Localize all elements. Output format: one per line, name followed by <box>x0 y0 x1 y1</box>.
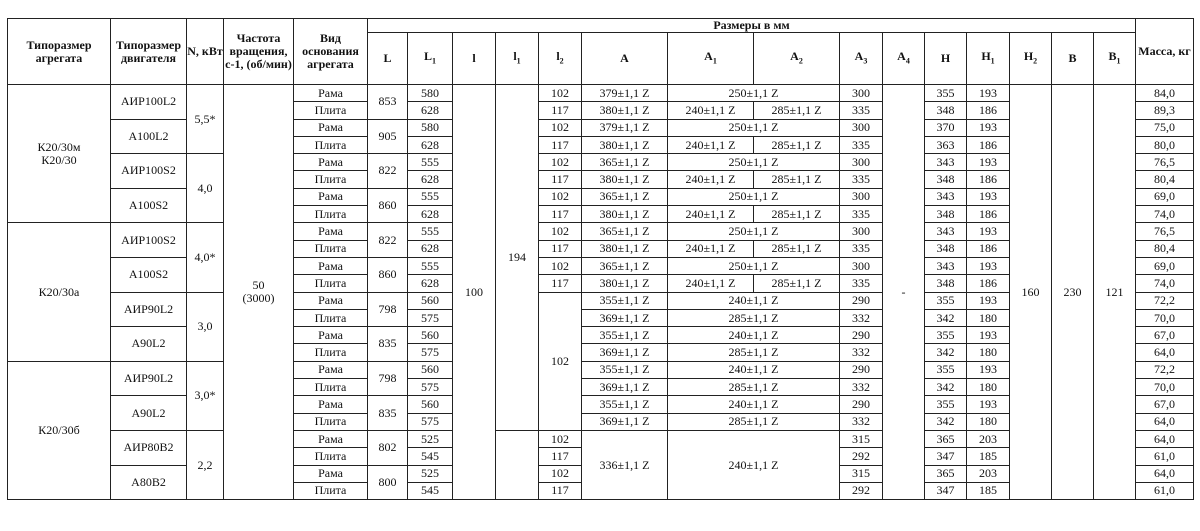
cell-mass: 76,5 <box>1136 223 1194 240</box>
cell-H: 355 <box>925 396 967 413</box>
cell-H1: 186 <box>967 136 1010 153</box>
cell-A1-A2: 285±1,1 Z <box>668 413 840 430</box>
cell-mass: 70,0 <box>1136 379 1194 396</box>
cell-base: Плита <box>294 482 368 499</box>
cell-H: 348 <box>925 240 967 257</box>
cell-H1: 186 <box>967 240 1010 257</box>
cell-A: 369±1,1 Z <box>582 309 668 326</box>
cell-A: 380±1,1 Z <box>582 206 668 223</box>
cell-aggregate: К20/30а <box>8 223 111 361</box>
cell-L: 860 <box>368 188 408 223</box>
cell-l2: 117 <box>539 102 582 119</box>
cell-H: 348 <box>925 171 967 188</box>
cell-mass: 74,0 <box>1136 275 1194 292</box>
cell-H: 342 <box>925 344 967 361</box>
cell-mass: 76,5 <box>1136 154 1194 171</box>
cell-power: 3,0 <box>187 292 224 361</box>
cell-A: 355±1,1 Z <box>582 292 668 309</box>
cell-l2: 117 <box>539 448 582 465</box>
cell-H1: 186 <box>967 275 1010 292</box>
cell-A3: 335 <box>840 102 883 119</box>
cell-L1: 580 <box>408 85 453 102</box>
cell-H1: 185 <box>967 448 1010 465</box>
cell-H1: 193 <box>967 85 1010 102</box>
cell-base: Плита <box>294 240 368 257</box>
cell-l2: 102 <box>539 223 582 240</box>
cell-H1: 186 <box>967 102 1010 119</box>
cell-L1: 560 <box>408 361 453 378</box>
cell-H1: 180 <box>967 379 1010 396</box>
cell-base: Рама <box>294 223 368 240</box>
cell-L1: 560 <box>408 327 453 344</box>
cell-H: 343 <box>925 223 967 240</box>
cell-l1-blank <box>496 430 539 499</box>
header-dim-l1: $L_1$ <box>408 33 453 85</box>
cell-A3: 300 <box>840 257 883 274</box>
cell-L1: 560 <box>408 292 453 309</box>
table-header <box>8 19 1194 85</box>
table-body <box>8 85 1194 500</box>
cell-base: Рама <box>294 119 368 136</box>
cell-A: 355±1,1 Z <box>582 396 668 413</box>
cell-motor: А100S2 <box>111 188 187 223</box>
cell-L1: 628 <box>408 275 453 292</box>
cell-base: Рама <box>294 154 368 171</box>
cell-A1-A2: 250±1,1 Z <box>668 119 840 136</box>
header-aggregate: Типоразмер агрегата <box>8 19 111 85</box>
cell-H: 348 <box>925 102 967 119</box>
cell-A: 380±1,1 Z <box>582 275 668 292</box>
cell-H1: 180 <box>967 309 1010 326</box>
header-frequency: Частота вращения, с-1, (об/мин) <box>224 19 294 85</box>
header-dim-h1: $H_1$ <box>967 33 1010 85</box>
cell-H1: 193 <box>967 119 1010 136</box>
cell-H: 343 <box>925 188 967 205</box>
cell-L1: 628 <box>408 136 453 153</box>
cell-A1-A2: 285±1,1 Z <box>668 344 840 361</box>
cell-base: Плита <box>294 309 368 326</box>
cell-A3: 315 <box>840 465 883 482</box>
cell-A: 379±1,1 Z <box>582 85 668 102</box>
cell-motor: АИР100L2 <box>111 85 187 120</box>
cell-base: Плита <box>294 206 368 223</box>
cell-base: Рама <box>294 396 368 413</box>
cell-base: Плита <box>294 275 368 292</box>
cell-A2: 285±1,1 Z <box>754 275 840 292</box>
cell-mass: 80,4 <box>1136 171 1194 188</box>
cell-l2: 117 <box>539 482 582 499</box>
cell-mass: 72,2 <box>1136 292 1194 309</box>
cell-mass: 61,0 <box>1136 482 1194 499</box>
cell-A2: 285±1,1 Z <box>754 171 840 188</box>
cell-mass: 67,0 <box>1136 327 1194 344</box>
cell-A: 380±1,1 Z <box>582 171 668 188</box>
cell-mass: 67,0 <box>1136 396 1194 413</box>
cell-motor: АИР90L2 <box>111 361 187 396</box>
cell-motor: АИР100S2 <box>111 223 187 258</box>
cell-A3: 290 <box>840 292 883 309</box>
cell-l2: 102 <box>539 430 582 447</box>
cell-A: 380±1,1 Z <box>582 240 668 257</box>
cell-l2: 117 <box>539 136 582 153</box>
cell-base: Рама <box>294 188 368 205</box>
cell-mass: 69,0 <box>1136 257 1194 274</box>
cell-A1-A2: 285±1,1 Z <box>668 309 840 326</box>
cell-mass: 70,0 <box>1136 309 1194 326</box>
cell-A3: 332 <box>840 309 883 326</box>
cell-l2: 102 <box>539 119 582 136</box>
cell-H1: 193 <box>967 327 1010 344</box>
cell-B1: 121 <box>1094 85 1136 500</box>
header-dim-l: L <box>368 33 408 85</box>
cell-A2: 285±1,1 Z <box>754 206 840 223</box>
cell-H1: 193 <box>967 154 1010 171</box>
cell-L: 853 <box>368 85 408 120</box>
cell-mass: 69,0 <box>1136 188 1194 205</box>
cell-base: Плита <box>294 448 368 465</box>
cell-A1: 240±1,1 Z <box>668 136 754 153</box>
cell-L: 798 <box>368 292 408 327</box>
header-base: Вид основания агрегата <box>294 19 368 85</box>
cell-H1: 193 <box>967 257 1010 274</box>
cell-motor: А100S2 <box>111 257 187 292</box>
header-dim-a4: $A_4$ <box>883 33 925 85</box>
cell-base: Рама <box>294 292 368 309</box>
cell-H1: 193 <box>967 361 1010 378</box>
cell-H: 355 <box>925 361 967 378</box>
cell-mass: 84,0 <box>1136 85 1194 102</box>
header-dim-b1: $B_1$ <box>1094 33 1136 85</box>
cell-L1: 555 <box>408 188 453 205</box>
header-mass: Масса, кг <box>1136 19 1194 85</box>
cell-base: Плита <box>294 413 368 430</box>
cell-L: 835 <box>368 396 408 431</box>
cell-A: 336±1,1 Z <box>582 430 668 499</box>
cell-H: 348 <box>925 206 967 223</box>
cell-L1: 555 <box>408 223 453 240</box>
cell-motor: АИР80В2 <box>111 430 187 465</box>
cell-H: 363 <box>925 136 967 153</box>
cell-A2: 285±1,1 Z <box>754 240 840 257</box>
cell-A3: 335 <box>840 206 883 223</box>
cell-A1-A2: 250±1,1 Z <box>668 154 840 171</box>
cell-A1-A2: 250±1,1 Z <box>668 223 840 240</box>
cell-A3: 335 <box>840 136 883 153</box>
cell-A3: 332 <box>840 344 883 361</box>
cell-H1: 186 <box>967 206 1010 223</box>
cell-H1: 185 <box>967 482 1010 499</box>
cell-H: 342 <box>925 379 967 396</box>
cell-mass: 61,0 <box>1136 448 1194 465</box>
cell-H1: 193 <box>967 188 1010 205</box>
cell-A3: 300 <box>840 223 883 240</box>
cell-A: 365±1,1 Z <box>582 223 668 240</box>
cell-A3: 300 <box>840 85 883 102</box>
cell-mass: 74,0 <box>1136 206 1194 223</box>
cell-A: 369±1,1 Z <box>582 344 668 361</box>
cell-l2: 102 <box>539 154 582 171</box>
cell-H: 370 <box>925 119 967 136</box>
header-dim-l2: $l_2$ <box>539 33 582 85</box>
cell-mass: 80,4 <box>1136 240 1194 257</box>
cell-B: 230 <box>1052 85 1094 500</box>
cell-A3: 292 <box>840 482 883 499</box>
cell-A1-A2: 240±1,1 Z <box>668 396 840 413</box>
cell-A1-A2: 250±1,1 Z <box>668 85 840 102</box>
cell-A: 365±1,1 Z <box>582 154 668 171</box>
cell-A: 380±1,1 Z <box>582 136 668 153</box>
header-dim-l1: $l_1$ <box>496 33 539 85</box>
cell-H1: 180 <box>967 344 1010 361</box>
cell-l2: 102 <box>539 85 582 102</box>
cell-A3: 290 <box>840 327 883 344</box>
cell-A1: 240±1,1 Z <box>668 102 754 119</box>
cell-aggregate: К20/30б <box>8 361 111 499</box>
cell-A: 355±1,1 Z <box>582 361 668 378</box>
cell-motor: АИР90L2 <box>111 292 187 327</box>
cell-base: Плита <box>294 136 368 153</box>
cell-L: 802 <box>368 430 408 465</box>
cell-A1-A2: 250±1,1 Z <box>668 257 840 274</box>
cell-A3: 290 <box>840 396 883 413</box>
cell-A3: 335 <box>840 275 883 292</box>
cell-A3: 332 <box>840 379 883 396</box>
cell-L1: 525 <box>408 430 453 447</box>
cell-A3: 335 <box>840 240 883 257</box>
cell-A3: 332 <box>840 413 883 430</box>
cell-H: 342 <box>925 309 967 326</box>
header-dim-a1: $A_1$ <box>668 33 754 85</box>
cell-L1: 525 <box>408 465 453 482</box>
cell-L1: 555 <box>408 154 453 171</box>
cell-L1: 575 <box>408 309 453 326</box>
cell-mass: 89,3 <box>1136 102 1194 119</box>
cell-mass: 64,0 <box>1136 430 1194 447</box>
cell-H1: 193 <box>967 292 1010 309</box>
cell-A4: - <box>883 85 925 500</box>
cell-L: 905 <box>368 119 408 154</box>
header-power: N, кВт <box>187 19 224 85</box>
cell-base: Рама <box>294 361 368 378</box>
cell-H: 342 <box>925 413 967 430</box>
cell-H1: 186 <box>967 171 1010 188</box>
cell-l2: 117 <box>539 240 582 257</box>
cell-A1: 240±1,1 Z <box>668 206 754 223</box>
cell-A: 365±1,1 Z <box>582 188 668 205</box>
cell-L1: 628 <box>408 240 453 257</box>
cell-H1: 203 <box>967 465 1010 482</box>
header-dim-h2: $H_2$ <box>1010 33 1052 85</box>
cell-A1: 240±1,1 Z <box>668 275 754 292</box>
cell-L: 860 <box>368 257 408 292</box>
cell-L1: 555 <box>408 257 453 274</box>
cell-A: 369±1,1 Z <box>582 413 668 430</box>
cell-L: 798 <box>368 361 408 396</box>
cell-H2: 160 <box>1010 85 1052 500</box>
cell-H: 343 <box>925 154 967 171</box>
cell-A1-A2: 240±1,1 Z <box>668 292 840 309</box>
cell-motor: А100L2 <box>111 119 187 154</box>
cell-A2: 285±1,1 Z <box>754 102 840 119</box>
cell-base: Рама <box>294 85 368 102</box>
header-dim-l: l <box>453 33 496 85</box>
header-dim-a2: $A_2$ <box>754 33 840 85</box>
cell-A: 380±1,1 Z <box>582 102 668 119</box>
cell-H1: 203 <box>967 430 1010 447</box>
cell-A: 379±1,1 Z <box>582 119 668 136</box>
cell-power: 5,5* <box>187 85 224 154</box>
cell-H: 348 <box>925 275 967 292</box>
cell-l2: 102 <box>539 292 582 430</box>
cell-base: Рама <box>294 257 368 274</box>
cell-H: 347 <box>925 448 967 465</box>
cell-aggregate: К20/30м К20/30 <box>8 85 111 223</box>
cell-A3: 300 <box>840 154 883 171</box>
header-motor: Типоразмер двигателя <box>111 19 187 85</box>
cell-mass: 75,0 <box>1136 119 1194 136</box>
cell-L1: 628 <box>408 171 453 188</box>
cell-l2: 117 <box>539 275 582 292</box>
cell-H: 355 <box>925 292 967 309</box>
cell-L1: 575 <box>408 344 453 361</box>
cell-H1: 193 <box>967 396 1010 413</box>
header-dimensions: Размеры в мм <box>368 19 1136 33</box>
cell-motor: А90L2 <box>111 327 187 362</box>
cell-motor: А80В2 <box>111 465 187 500</box>
cell-A2: 285±1,1 Z <box>754 136 840 153</box>
cell-l2: 102 <box>539 188 582 205</box>
cell-H: 347 <box>925 482 967 499</box>
cell-L1: 628 <box>408 102 453 119</box>
cell-L1: 560 <box>408 396 453 413</box>
cell-A3: 315 <box>840 430 883 447</box>
cell-l2: 102 <box>539 257 582 274</box>
cell-base: Рама <box>294 430 368 447</box>
cell-mass: 64,0 <box>1136 344 1194 361</box>
cell-H1: 180 <box>967 413 1010 430</box>
cell-motor: А90L2 <box>111 396 187 431</box>
cell-power: 4,0 <box>187 154 224 223</box>
cell-frequency: 50 (3000) <box>224 85 294 500</box>
cell-base: Плита <box>294 344 368 361</box>
cell-power: 2,2 <box>187 430 224 499</box>
cell-L1: 580 <box>408 119 453 136</box>
cell-L1: 575 <box>408 379 453 396</box>
cell-A1-A2: 240±1,1 Z <box>668 361 840 378</box>
cell-L: 835 <box>368 327 408 362</box>
cell-mass: 64,0 <box>1136 413 1194 430</box>
header-dim-a3: $A_3$ <box>840 33 883 85</box>
cell-mass: 72,2 <box>1136 361 1194 378</box>
cell-base: Рама <box>294 465 368 482</box>
cell-L1: 628 <box>408 206 453 223</box>
cell-mass: 64,0 <box>1136 465 1194 482</box>
cell-L: 800 <box>368 465 408 500</box>
cell-H: 365 <box>925 430 967 447</box>
header-dim-h: H <box>925 33 967 85</box>
cell-l1: 194 <box>496 85 539 431</box>
cell-l: 100 <box>453 85 496 500</box>
cell-A3: 292 <box>840 448 883 465</box>
cell-L1: 545 <box>408 448 453 465</box>
cell-l2: 102 <box>539 465 582 482</box>
cell-A3: 300 <box>840 188 883 205</box>
cell-base: Плита <box>294 102 368 119</box>
header-dim-a: A <box>582 33 668 85</box>
cell-H: 355 <box>925 85 967 102</box>
header-dim-b: B <box>1052 33 1094 85</box>
cell-L: 822 <box>368 223 408 258</box>
cell-H1: 193 <box>967 223 1010 240</box>
cell-A1: 240±1,1 Z <box>668 171 754 188</box>
cell-A1-A2: 240±1,1 Z <box>668 430 840 499</box>
table-row <box>8 85 1194 102</box>
cell-A3: 300 <box>840 119 883 136</box>
cell-mass: 80,0 <box>1136 136 1194 153</box>
cell-L: 822 <box>368 154 408 189</box>
cell-H: 355 <box>925 327 967 344</box>
cell-motor: АИР100S2 <box>111 154 187 189</box>
cell-base: Рама <box>294 327 368 344</box>
cell-L1: 575 <box>408 413 453 430</box>
cell-A1-A2: 240±1,1 Z <box>668 327 840 344</box>
cell-base: Плита <box>294 171 368 188</box>
cell-A1-A2: 250±1,1 Z <box>668 188 840 205</box>
cell-A: 369±1,1 Z <box>582 379 668 396</box>
cell-A3: 335 <box>840 171 883 188</box>
cell-A1: 240±1,1 Z <box>668 240 754 257</box>
cell-l2: 117 <box>539 206 582 223</box>
cell-power: 4,0* <box>187 223 224 292</box>
cell-L1: 545 <box>408 482 453 499</box>
cell-power: 3,0* <box>187 361 224 430</box>
cell-l2: 117 <box>539 171 582 188</box>
cell-A1-A2: 285±1,1 Z <box>668 379 840 396</box>
cell-H: 365 <box>925 465 967 482</box>
cell-H: 343 <box>925 257 967 274</box>
pump-dimensions-table <box>7 18 1194 500</box>
cell-A: 365±1,1 Z <box>582 257 668 274</box>
cell-A3: 290 <box>840 361 883 378</box>
cell-base: Плита <box>294 379 368 396</box>
cell-A: 355±1,1 Z <box>582 327 668 344</box>
